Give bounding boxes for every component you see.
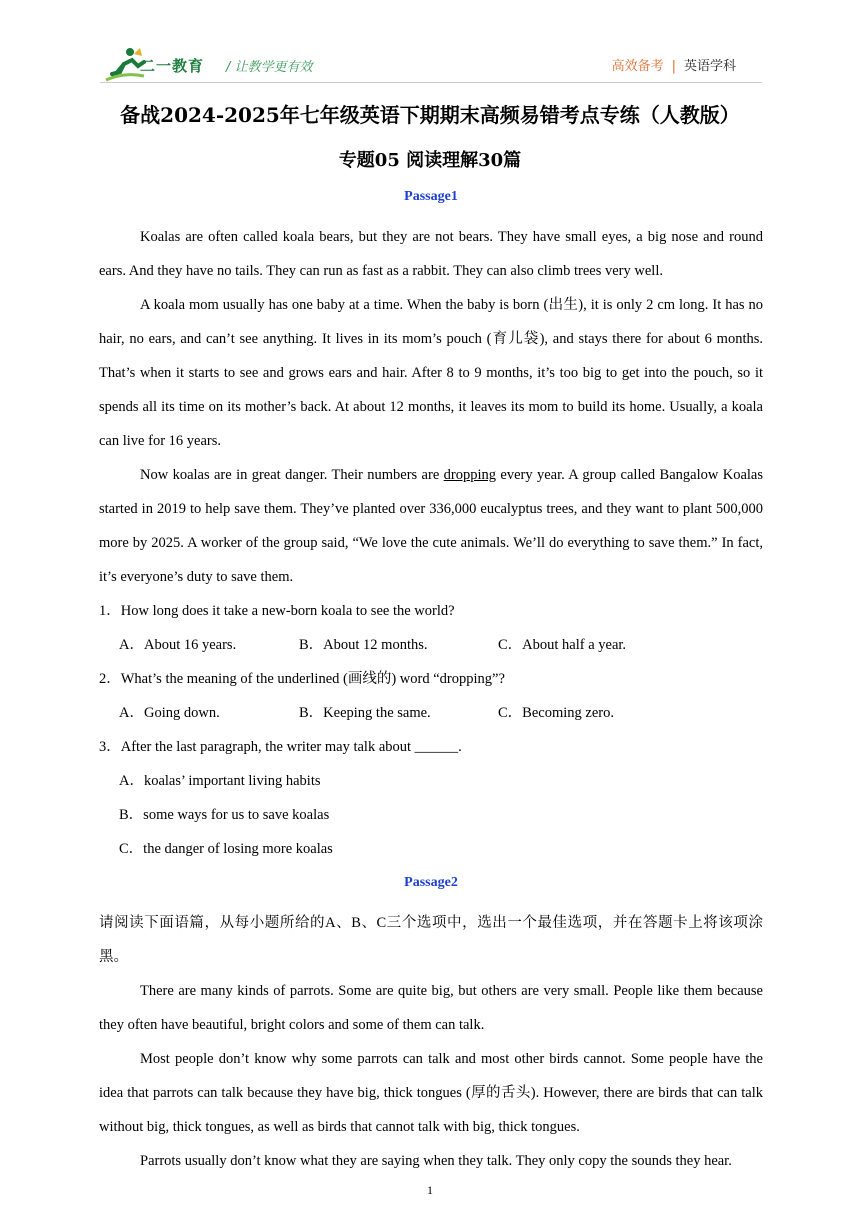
- question-1: 1．How long does it take a new-born koala to see the world?: [99, 603, 455, 619]
- question-2-options: [99, 696, 763, 730]
- header-right: [612, 55, 736, 74]
- option-c: C．About half a year.: [498, 637, 627, 653]
- document-title: 备战2024-2025年七年级英语下期期末高频易错考点专练（人教版）: [120, 103, 740, 127]
- header-tag-subject: 英语学科: [683, 59, 736, 74]
- passage2-intro: 请阅读下面语篇，从每小题所给的A、B、C三个选项中，选出一个最佳选项，并在答题卡上将该项涂黑。: [99, 915, 763, 965]
- option-b: B．some ways for us to save koalas: [119, 807, 330, 823]
- underlined-word: dropping: [443, 467, 496, 483]
- document-body: [99, 186, 763, 1178]
- passage2-paragraph-3: Parrots usually don’t know what they are saying when they talk. They only copy the sounds they hear.: [140, 1153, 732, 1169]
- passage1-paragraph-1: Koalas are often called koala bears, but they are not bears. They have small eyes, a big nose and round ears. And they have no tails. They can run as fast as a rabbit. They can also climb trees very well.: [99, 229, 763, 279]
- header-tag-exam: 高效备考: [611, 59, 664, 74]
- option-a: A．Going down.: [119, 705, 220, 721]
- option-a: A．About 16 years.: [119, 637, 237, 653]
- passage2-heading: Passage2: [404, 875, 458, 890]
- question-2: 2．What’s the meaning of the underlined (画线的) word “dropping”?: [99, 671, 505, 687]
- passage1-paragraph-2: A koala mom usually has one baby at a time. When the baby is born (出生), it is only 2 cm long. It has no hair, no ears, and can’t see anything. It lives in its mom’s pouch (育儿袋), and stays there for about 6 months. That’s when it starts to see and grows ears and hair. After 8 to 9 months, it’s too big to get into the pouch, so it spends all its time on its mother’s back. At about 12 months, it leaves its mom to build its home. Usually, a koala can live for 16 years.: [99, 297, 763, 449]
- p3-text-a: Now koalas are in great danger. Their numbers are: [140, 467, 444, 483]
- option-a: A．koalas’ important living habits: [119, 773, 321, 789]
- question-1-options: [99, 628, 763, 662]
- passage2-paragraph-2: Most people don’t know why some parrots can talk and most other birds cannot. Some people have the idea that parrots can talk because they have big, thick tongues (厚的舌头). However, there are birds that can talk without big, thick tongues, as well as birds that cannot talk with big, thick tongues.: [99, 1051, 763, 1135]
- passage1-paragraph-3: [99, 458, 763, 594]
- option-b: B．About 12 months.: [299, 637, 428, 653]
- option-c: C．Becoming zero.: [498, 705, 614, 721]
- brand-name: 二一教育: [140, 57, 205, 75]
- question-3: 3．After the last paragraph, the writer may talk about ______.: [99, 739, 462, 755]
- option-c: C．the danger of losing more koalas: [119, 841, 333, 857]
- page-number: 1: [427, 1183, 433, 1197]
- header-divider: [100, 82, 762, 83]
- passage2-paragraph-1: There are many kinds of parrots. Some are quite big, but others are very small. People like them because they often have beautiful, bright colors and some of them can talk.: [99, 983, 763, 1033]
- passage1-heading: Passage1: [404, 189, 458, 204]
- page-header: [0, 0, 860, 92]
- header-separator: |: [671, 59, 676, 74]
- brand-slogan: / 让教学更有效: [226, 60, 313, 75]
- document-subtitle: 专题05 阅读理解30篇: [338, 150, 522, 171]
- p3-text-b: every year. A group called Bangalow Koalas started in 2019 to help save them. They’ve planted over 336,000 eucalyptus trees, and they want to plant 500,000 more by 2025. A worker of the group said, “We love the cute animals. We’ll do everything to save them.” In fact, it’s everyone’s duty to save them.: [99, 467, 763, 585]
- option-b: B．Keeping the same.: [299, 705, 431, 721]
